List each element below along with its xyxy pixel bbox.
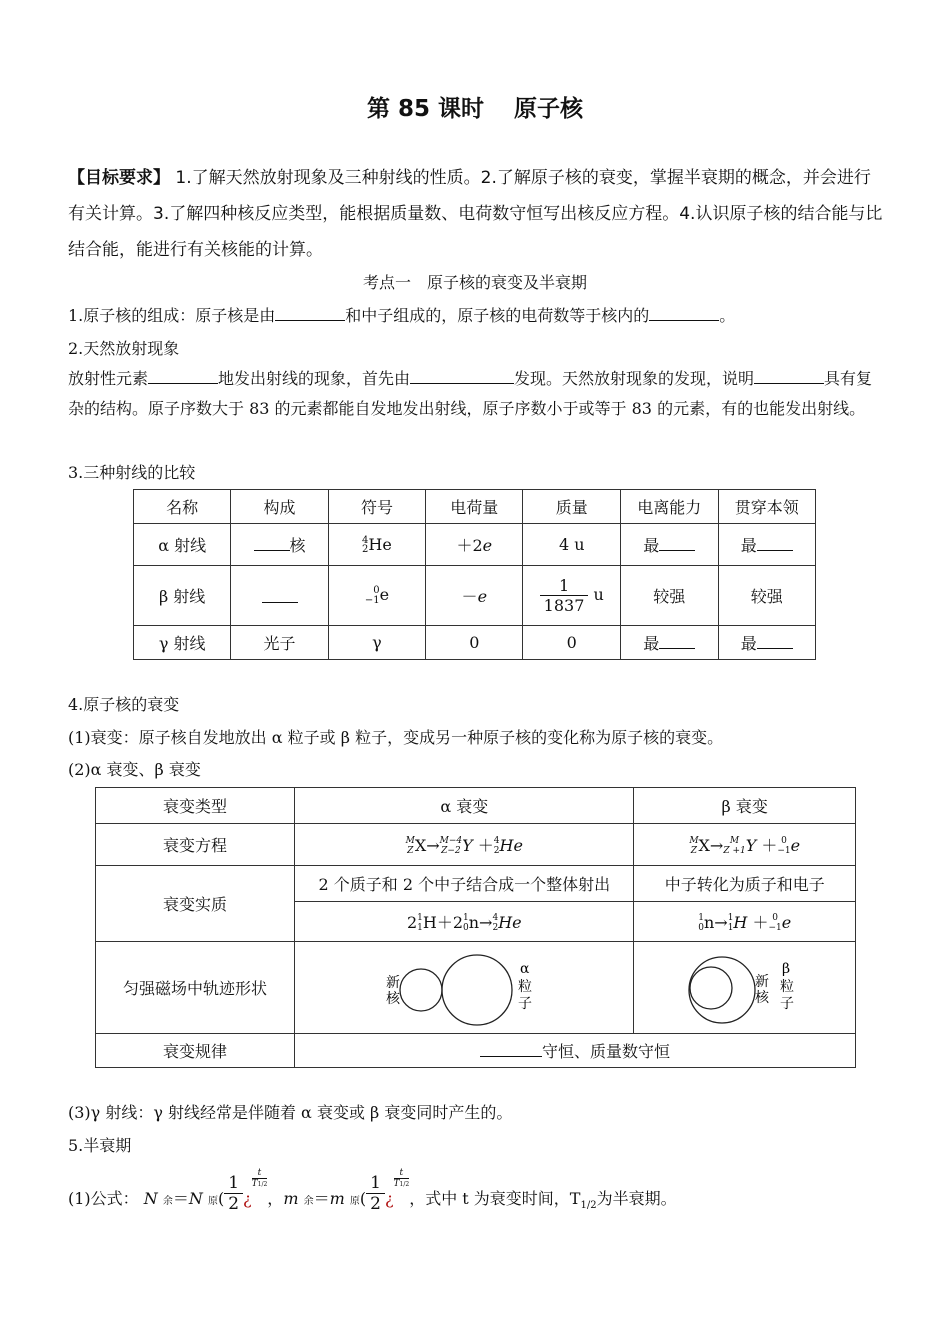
table-row: 名称 构成 符号 电荷量 质量 电离能力 贯穿本领 [134, 490, 816, 524]
beta-track-svg [685, 946, 805, 1030]
item-5-heading: 5.半衰期 [68, 1136, 132, 1155]
alpha-track-svg [364, 946, 564, 1030]
svg-text:子: 子 [518, 995, 533, 1012]
beta-particle-label: β [781, 960, 790, 977]
alpha-nature-equation: 21 1H＋21 0n→4 2He [295, 902, 634, 942]
fill-blank[interactable] [254, 533, 290, 551]
fill-blank[interactable] [275, 303, 345, 321]
beta-decay-equation: M ZX→ M Z +1Y ＋ 0 −1e [634, 824, 856, 866]
item-1: 1.原子核的组成：原子核是由 和中子组成的，原子核的电荷数等于核内的 。 [68, 303, 735, 326]
learning-goals [68, 160, 883, 268]
goals-text: 1.了解天然放射现象及三种射线的性质。2.了解原子核的衰变，掌握半衰期的概念，并会进行有关计算。3.了解四种核反应类型，能根据质量数、电荷数守恒写出核反应方程。4.认识原子核的结合能与比结合能，能进行有关核能的计算。 [68, 168, 883, 260]
svg-text:粒: 粒 [518, 978, 533, 995]
decay-table [95, 787, 856, 1068]
item-4-p2: (2)α 衰变、β 衰变 [68, 760, 201, 779]
svg-text:核: 核 [754, 989, 769, 1006]
item-4-p3: (3)γ 射线：γ 射线经常是伴随着 α 衰变或 β 衰变同时产生的。 [68, 1103, 513, 1122]
section-title: 考点一 原子核的衰变及半衰期 [362, 273, 587, 292]
half-life-formula: (1)公式： N 余＝N 原( $\frac{1}{2}$ ¿ t T1/2，m 余＝m 原( $\frac{1}{2}$ ¿ t T1/2，式中 t 为衰变时间，$T_{1/2}$为半衰期。 [68, 1168, 677, 1214]
fill-blank[interactable] [754, 366, 824, 384]
item-4-p1: (1)衰变：原子核自发地放出 α 粒子或 β 粒子，变成另一种原子核的变化称为原子核的衰变。 [68, 728, 724, 747]
alpha-decay-equation: M ZX→M−4 Z−2Y ＋4 2He [295, 824, 634, 866]
svg-text:核: 核 [386, 990, 401, 1007]
page-title: 第 85 课时 原子核 [366, 96, 584, 122]
svg-text:粒: 粒 [779, 978, 794, 995]
fill-blank[interactable] [649, 303, 719, 321]
table-row: 衰变类型 α 衰变 β 衰变 [96, 788, 856, 824]
fill-blank[interactable] [757, 533, 793, 551]
alpha-track-diagram [295, 942, 634, 1034]
fill-blank[interactable] [480, 1039, 542, 1057]
table-row: γ 射线 光子 γ 0 0 最 最 [134, 626, 816, 660]
table-row: 衰变方程 M ZX→M−4 Z−2Y ＋4 2He M ZX→ M Z +1Y ＋ 0 −1e [96, 824, 856, 866]
fill-blank[interactable] [659, 631, 695, 649]
fill-blank[interactable] [757, 631, 793, 649]
table-row: 匀强磁场中轨迹形状 新 核 α 粒 子 新 核 β 粒 子 [96, 942, 856, 1034]
new-nucleus-label: 新 [754, 973, 769, 990]
goals-tag: 【目标要求】 [68, 168, 170, 188]
item-3-heading: 3.三种射线的比较 [68, 463, 196, 482]
table-row: β 射线 0 −1e －e $\frac{1}{1837}$ u 较强 较强 [134, 566, 816, 626]
rays-comparison-table [133, 489, 816, 660]
beta-nature-equation: 1 0n→1 1H ＋ 0 −1e [634, 902, 856, 942]
item-2-heading: 2.天然放射现象 [68, 339, 180, 358]
svg-text:子: 子 [779, 995, 794, 1012]
new-nucleus-label: 新 [386, 974, 401, 991]
fill-blank[interactable] [262, 585, 298, 603]
table-row: α 射线 核 4 2He ＋2e 4 u 最 最 [134, 524, 816, 566]
fill-blank[interactable] [410, 366, 514, 384]
fill-blank[interactable] [148, 366, 218, 384]
table-row: 衰变规律 守恒、质量数守恒 [96, 1034, 856, 1068]
item-4-heading: 4.原子核的衰变 [68, 695, 180, 714]
fill-blank[interactable] [659, 533, 695, 551]
beta-track-diagram [634, 942, 856, 1034]
table-row: 衰变实质 2 个质子和 2 个中子结合成一个整体射出 中子转化为质子和电子 [96, 866, 856, 902]
alpha-particle-label: α [520, 960, 530, 977]
item-2-text: 放射性元素 地发出射线的现象，首先由 发现。天然放射现象的发现，说明 具有复杂的结构。原子序数大于 83 的元素都能自发地发出射线，原子序数小于或等于 83 的元素，有的也能发出射线。 [68, 364, 883, 424]
